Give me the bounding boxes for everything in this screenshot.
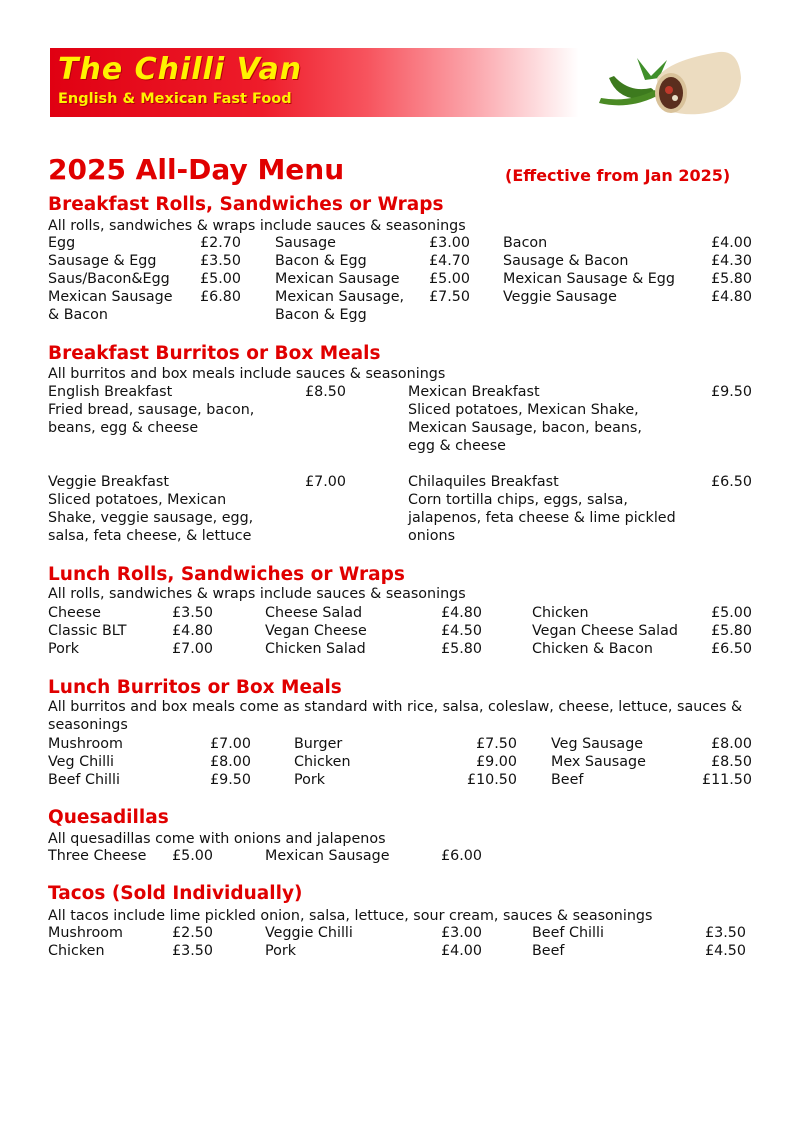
menu-item-name: English Breakfast Fried bread, sausage, bacon, beans, egg & cheese (48, 384, 255, 436)
section-note: All quesadillas come with onions and jalapenos (48, 831, 386, 847)
menu-item-name: Beef Chilli (48, 772, 120, 788)
menu-item-name: Mexican Sausage & Egg (503, 271, 675, 287)
menu-item-name: Mexican Sausage, Bacon & Egg (275, 289, 405, 323)
menu-item-name: Cheese (48, 605, 101, 621)
menu-item-name: Sausage & Bacon (503, 253, 629, 269)
menu-item-name: Mushroom (48, 925, 123, 941)
menu-item-price: £7.00 (172, 641, 213, 657)
menu-item-name: Mexican Sausage (265, 848, 390, 864)
menu-item-price: £5.80 (711, 271, 752, 287)
menu-item-name: Sausage & Egg (48, 253, 157, 269)
menu-item-name: Three Cheese (48, 848, 147, 864)
section-heading: Breakfast Burritos or Box Meals (48, 343, 381, 364)
menu-item-name: Veg Sausage (551, 736, 644, 752)
menu-item-price: £7.00 (210, 736, 251, 752)
menu-item-price: £4.80 (441, 605, 482, 621)
menu-item-name: Chicken (48, 943, 105, 959)
menu-item-price: £4.70 (429, 253, 470, 269)
menu-item-name: Veg Chilli (48, 754, 115, 770)
menu-item-price: £3.50 (172, 943, 213, 959)
menu-item-name: Mexican Sausage & Bacon (48, 289, 173, 323)
menu-item-price: £2.70 (200, 235, 241, 251)
menu-item-price: £6.80 (200, 289, 241, 305)
menu-item-name: Mexican Breakfast Sliced potatoes, Mexican Shake, Mexican Sausage, bacon, beans, egg & cheese (408, 384, 642, 454)
section-note: All burritos and box meals include sauces & seasonings (48, 366, 446, 382)
section-heading: Breakfast Rolls, Sandwiches or Wraps (48, 194, 444, 215)
menu-item-price: £4.30 (711, 253, 752, 269)
menu-item-name: Chicken Salad (265, 641, 366, 657)
menu-item-name: Pork (265, 943, 297, 959)
menu-item-price: £3.50 (705, 925, 746, 941)
menu-item-name: Chicken & Bacon (532, 641, 653, 657)
logo-tagline: English & Mexican Fast Food (58, 91, 292, 107)
menu-item-name: Mushroom (48, 736, 123, 752)
section-note: All rolls, sandwiches & wraps include sauces & seasonings (48, 218, 466, 234)
menu-item-price: £8.00 (210, 754, 251, 770)
menu-item-price: £6.00 (441, 848, 482, 864)
menu-item-price: £6.50 (711, 474, 752, 490)
menu-item-name: Beef (532, 943, 565, 959)
menu-item-price: £3.00 (441, 925, 482, 941)
menu-item-price: £4.50 (441, 623, 482, 639)
menu-item-price: £8.00 (711, 736, 752, 752)
menu-item-price: £3.50 (172, 605, 213, 621)
menu-item-price: £7.00 (305, 474, 346, 490)
menu-item-price: £9.00 (476, 754, 517, 770)
menu-item-name: Mex Sausage (551, 754, 646, 770)
menu-item-price: £5.00 (711, 605, 752, 621)
menu-item-price: £5.80 (711, 623, 752, 639)
menu-item-name: Egg (48, 235, 76, 251)
menu-item-name: Sausage (275, 235, 336, 251)
menu-item-price: £9.50 (711, 384, 752, 400)
menu-item-price: £3.50 (200, 253, 241, 269)
menu-item-price: £5.80 (441, 641, 482, 657)
menu-item-name: Veggie Sausage (503, 289, 617, 305)
menu-item-price: £7.50 (476, 736, 517, 752)
menu-item-name: Pork (48, 641, 80, 657)
section-note: All rolls, sandwiches & wraps include sauces & seasonings (48, 586, 466, 602)
menu-item-price: £8.50 (305, 384, 346, 400)
burrito-chilli-image (589, 48, 749, 117)
menu-item-name: Vegan Cheese (265, 623, 367, 639)
menu-item-name: Burger (294, 736, 343, 752)
logo-title: The Chilli Van (58, 52, 303, 87)
menu-item-price: £4.00 (441, 943, 482, 959)
menu-item-name: Mexican Sausage (275, 271, 400, 287)
section-heading: Tacos (Sold Individually) (48, 883, 303, 904)
page-title: 2025 All-Day Menu (48, 153, 345, 186)
menu-item-name: Chicken (294, 754, 351, 770)
menu-item-name: Cheese Salad (265, 605, 363, 621)
header-banner (50, 48, 755, 117)
menu-item-name: Vegan Cheese Salad (532, 623, 678, 639)
menu-item-name: Classic BLT (48, 623, 127, 639)
section-heading: Quesadillas (48, 807, 169, 828)
section-heading: Lunch Burritos or Box Meals (48, 677, 342, 698)
section-heading: Lunch Rolls, Sandwiches or Wraps (48, 564, 405, 585)
menu-item-price: £7.50 (429, 289, 470, 305)
menu-item-price: £6.50 (711, 641, 752, 657)
menu-item-price: £3.00 (429, 235, 470, 251)
menu-item-price: £8.50 (711, 754, 752, 770)
menu-item-name: Beef (551, 772, 584, 788)
menu-item-price: £4.50 (705, 943, 746, 959)
menu-item-price: £2.50 (172, 925, 213, 941)
menu-item-price: £10.50 (466, 772, 517, 788)
section-note: All burritos and box meals come as standard with rice, salsa, coleslaw, cheese, lettuce, sauces & seasonings (48, 699, 743, 733)
menu-item-name: Bacon (503, 235, 548, 251)
menu-item-price: £11.50 (701, 772, 752, 788)
section-note: All tacos include lime pickled onion, salsa, lettuce, sour cream, sauces & seasonings (48, 908, 653, 924)
menu-item-price: £4.80 (172, 623, 213, 639)
menu-item-price: £4.00 (711, 235, 752, 251)
menu-item-name: Bacon & Egg (275, 253, 367, 269)
menu-item-price: £5.00 (200, 271, 241, 287)
menu-item-price: £5.00 (429, 271, 470, 287)
menu-item-name: Pork (294, 772, 326, 788)
menu-item-price: £9.50 (210, 772, 251, 788)
menu-item-price: £5.00 (172, 848, 213, 864)
menu-item-name: Beef Chilli (532, 925, 604, 941)
menu-item-name: Chicken (532, 605, 589, 621)
menu-item-name: Saus/Bacon&Egg (48, 271, 170, 287)
menu-item-name: Veggie Breakfast Sliced potatoes, Mexican Shake, veggie sausage, egg, salsa, feta cheese, & lettuce (48, 474, 254, 544)
menu-item-name: Veggie Chilli (265, 925, 353, 941)
effective-date: (Effective from Jan 2025) (505, 166, 731, 185)
menu-item-name: Chilaquiles Breakfast Corn tortilla chips, eggs, salsa, jalapenos, feta cheese & lime pickled onions (408, 474, 676, 544)
menu-item-price: £4.80 (711, 289, 752, 305)
